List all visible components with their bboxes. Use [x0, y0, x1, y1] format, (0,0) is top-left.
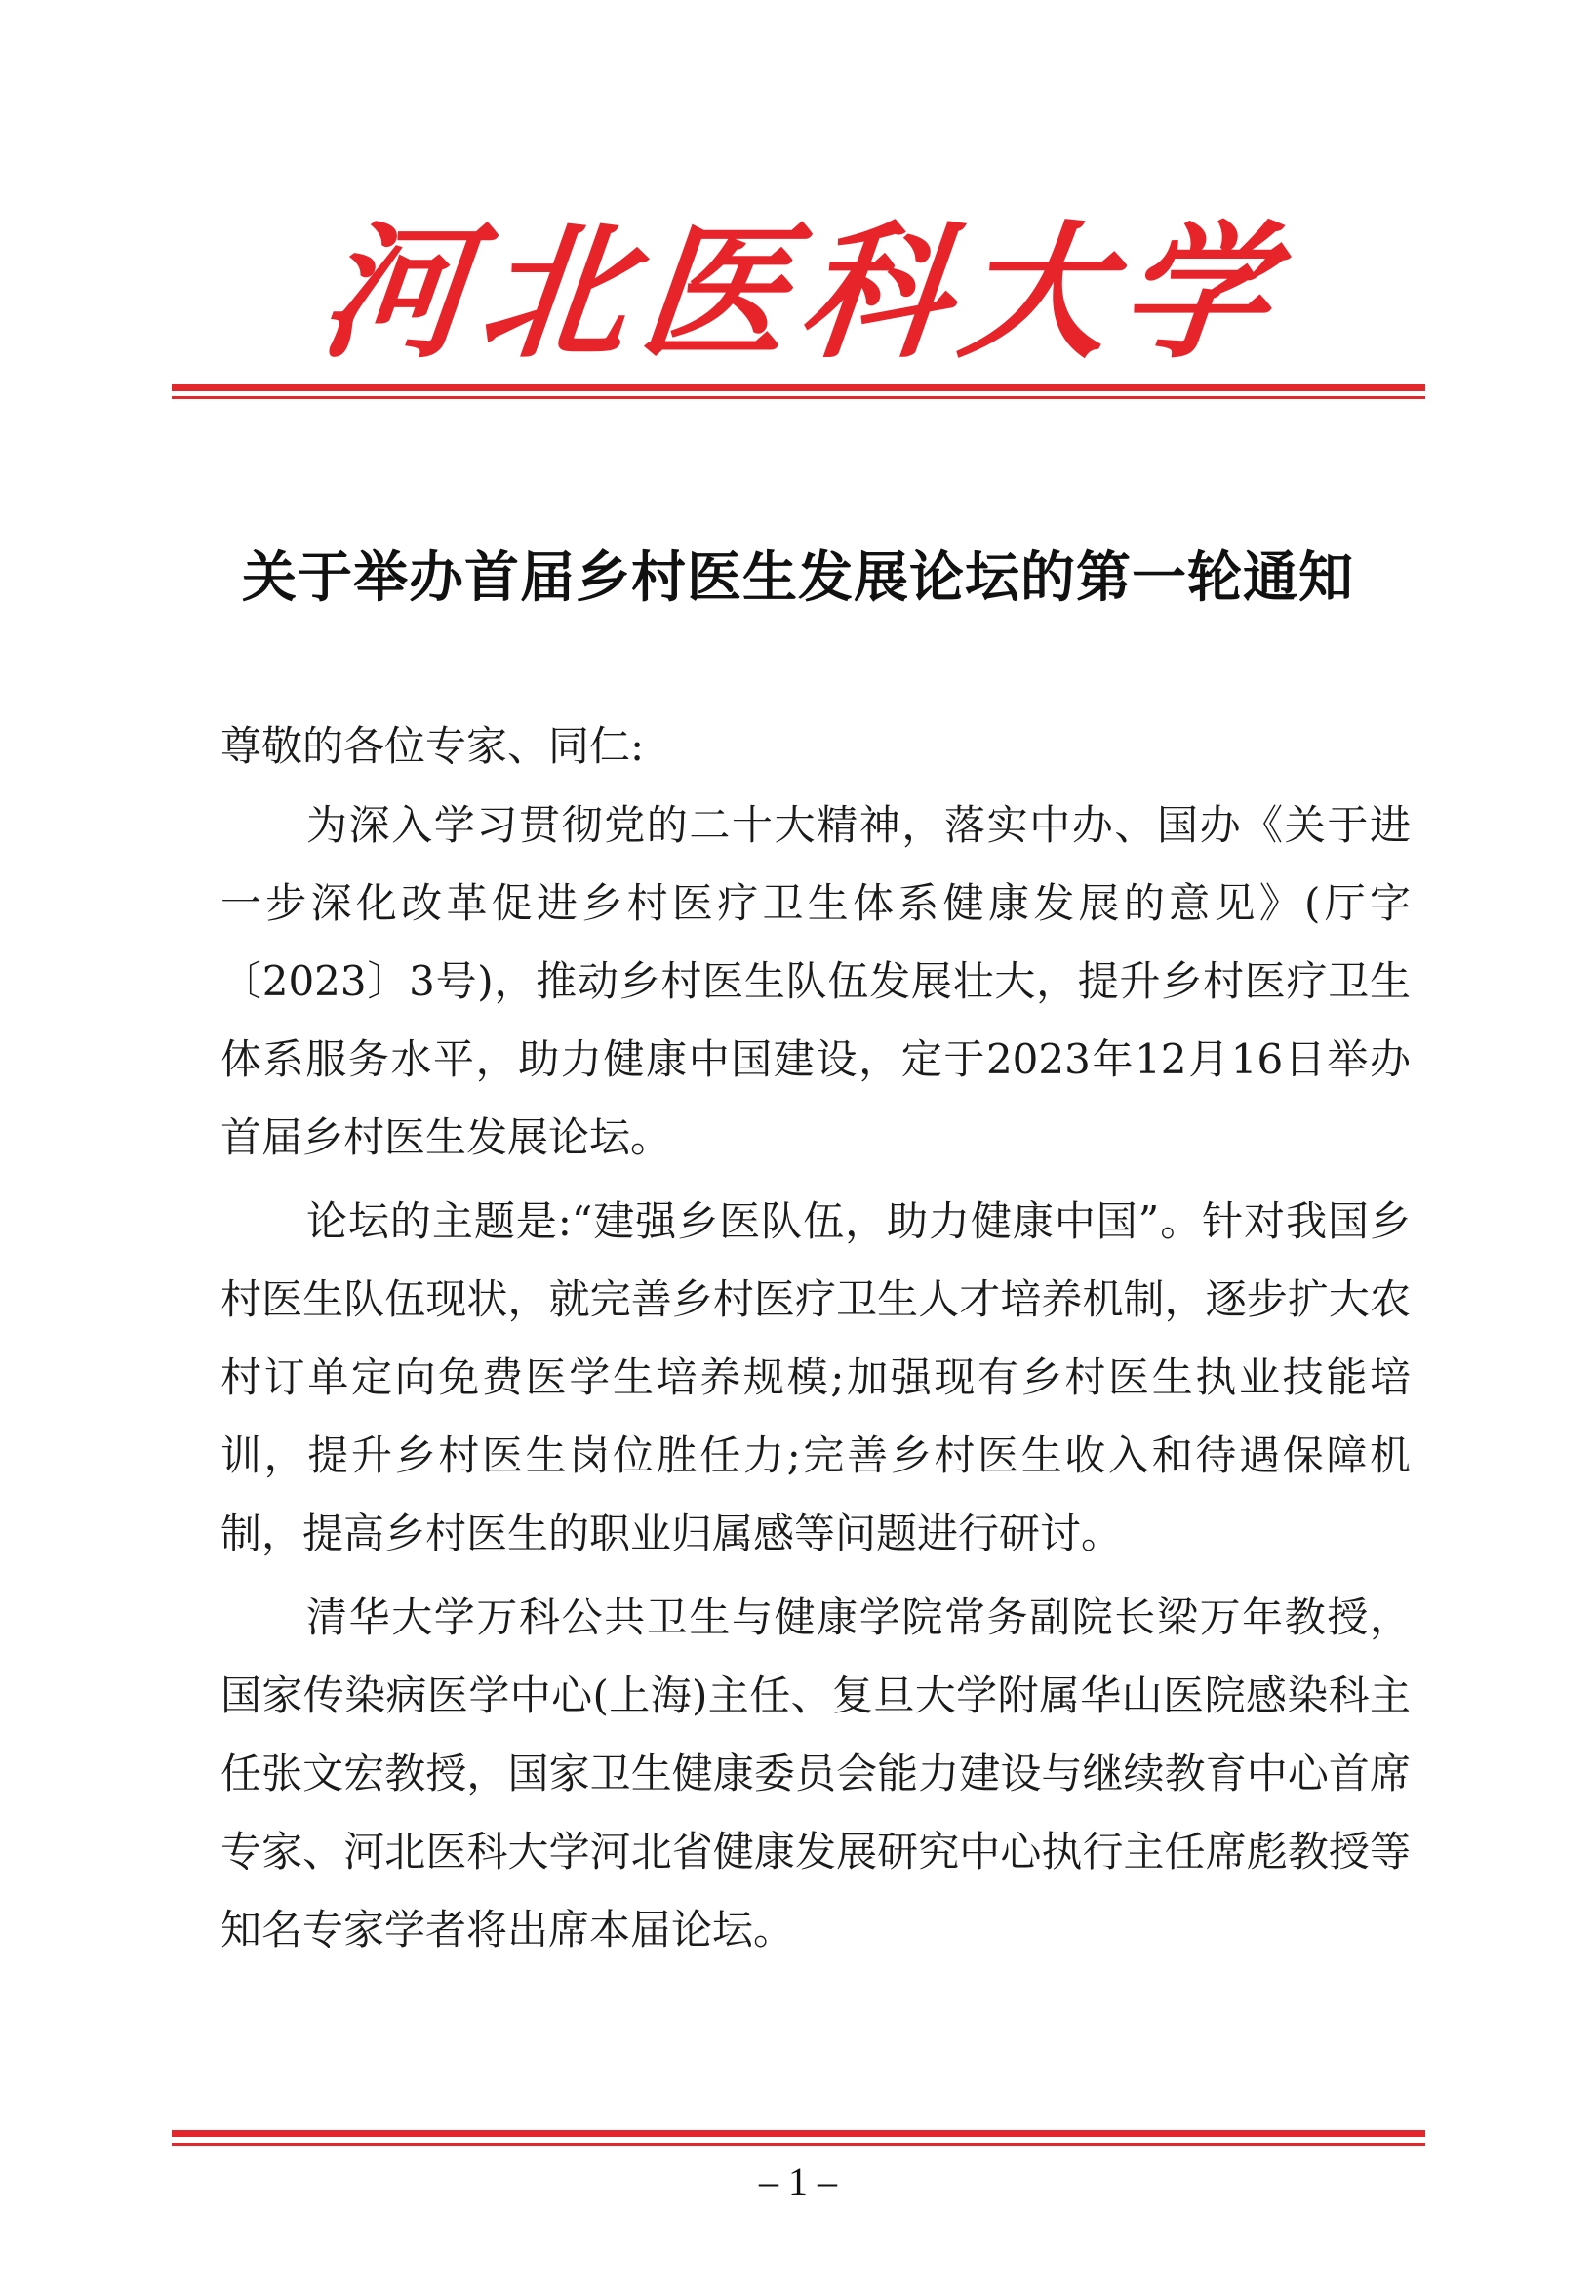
- page-number: – 1 –: [759, 2159, 837, 2203]
- letterhead-char: 医: [632, 207, 798, 379]
- footer-red-rule-thick: [172, 2130, 1425, 2137]
- letterhead-char: 河: [312, 207, 478, 379]
- body-paragraph: 论坛的主题是:“建强乡医队伍，助力健康中国”。针对我国乡村医生队伍现状，就完善乡村医疗卫生人才培养机制，逐步扩大农村订单定向免费医学生培养规模;加强现有乡村医生执业技能培训，提升乡村医生岗位胜任力;完善乡村医生收入和待遇保障机制，提高乡村医生的职业归属感等问题进行研讨。: [220, 1197, 1411, 1557]
- letterhead-char: 北: [472, 207, 638, 379]
- letterhead-char: 学: [1112, 207, 1278, 379]
- header-red-rule-thick: [172, 384, 1425, 391]
- letterhead-hebei-medical-university: [312, 195, 1278, 390]
- body-paragraph: 为深入学习贯彻党的二十大精神，落实中办、国办《关于进一步深化改革促进乡村医疗卫生体系健康发展的意见》(厅字〔2023〕3号)，推动乡村医生队伍发展壮大，提升乡村医疗卫生体系服务水平，助力健康中国建设，定于2023年12月16日举办首届乡村医生发展论坛。: [220, 801, 1411, 1161]
- footer-red-rule-thin: [172, 2143, 1425, 2146]
- letterhead-char: 科: [792, 207, 958, 379]
- body-paragraph: 清华大学万科公共卫生与健康学院常务副院长梁万年教授，国家传染病医学中心(上海)主任、复旦大学附属华山医院感染科主任张文宏教授，国家卫生健康委员会能力建设与继续教育中心首席专家、河北医科大学河北省健康发展研究中心执行主任席彪教授等知名专家学者将出席本届论坛。: [220, 1593, 1411, 1954]
- letterhead-char: 大: [952, 207, 1118, 379]
- notice-title: 关于举办首届乡村医生发展论坛的第一轮通知: [242, 545, 1354, 610]
- header-red-rule-thin: [172, 396, 1425, 399]
- salutation: 尊敬的各位专家、同仁:: [220, 722, 645, 770]
